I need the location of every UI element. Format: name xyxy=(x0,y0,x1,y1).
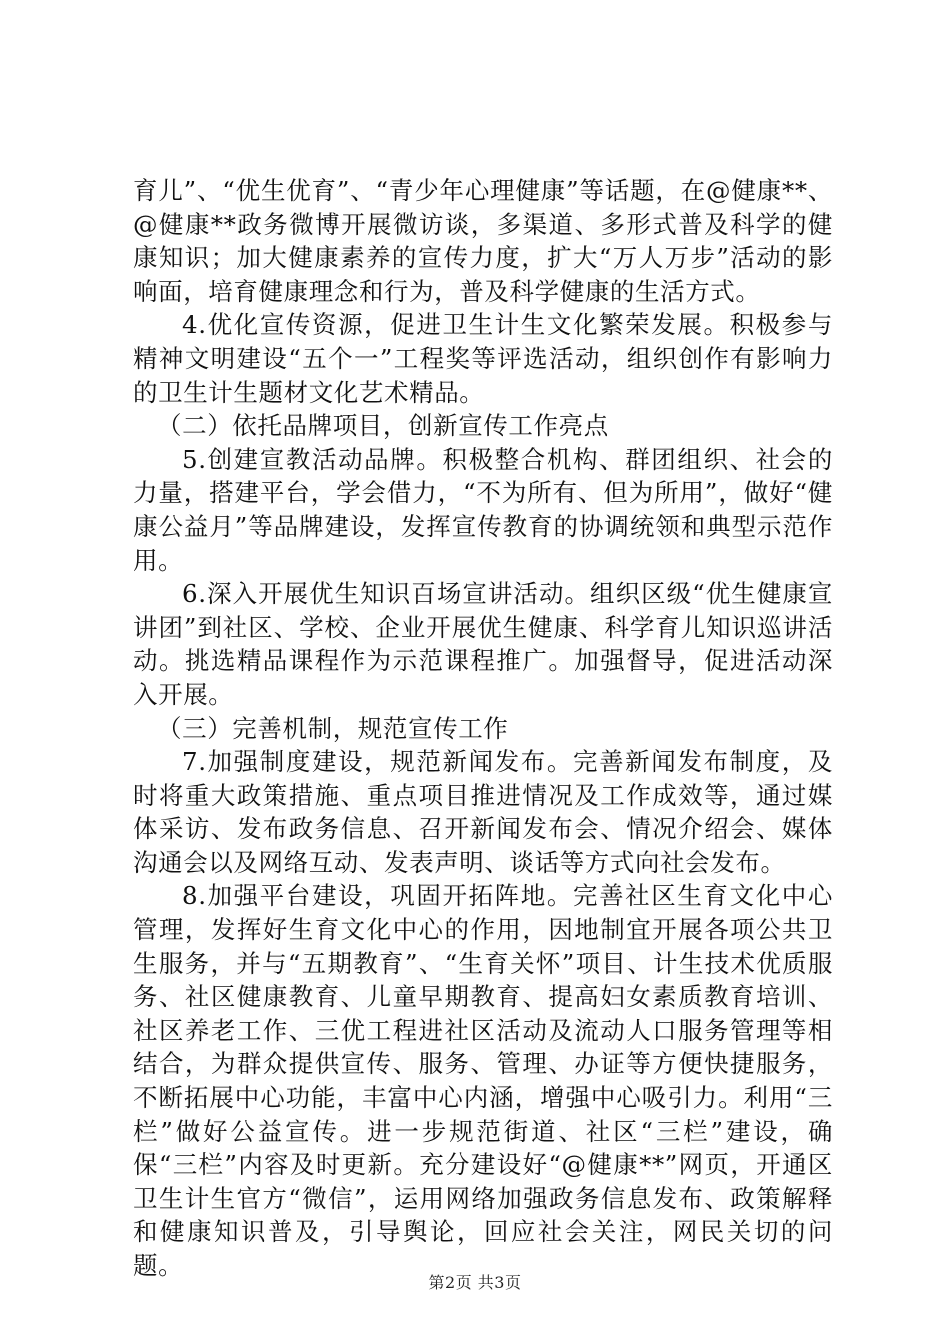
paragraph-continued: 育儿”、“优生优育”、“青少年心理健康”等话题，在@健康**、@健康**政务微博开展微访谈，多渠道、多形式普及科学的健康知识；加大健康素养的宣传力度，扩大“万人万步”活动的影响面，培育健康理念和行为，普及科学健康的生活方式。 xyxy=(133,176,833,306)
paragraph-item-6: 6.深入开展优生知识百场宣讲活动。组织区级“优生健康宣讲团”到社区、学校、企业开展优生健康、科学育儿知识巡讲活动。挑选精品课程作为示范课程推广。加强督导，促进活动深入开展。 xyxy=(133,579,833,709)
paragraph-item-5: 5.创建宣教活动品牌。积极整合机构、群团组织、社会的力量，搭建平台，学会借力，“不为所有、但为所用”，做好“健康公益月”等品牌建设，发挥宣传教育的协调统领和典型示范作用。 xyxy=(133,444,833,575)
document-body xyxy=(133,174,833,1283)
paragraph-item-8: 8.加强平台建设，巩固开拓阵地。完善社区生育文化中心管理，发挥好生育文化中心的作用，因地制宜开展各项公共卫生服务，并与“五期教育”、“生育关怀”项目、计生技术优质服务、社区健康教育、儿童早期教育、提高妇女素质教育培训、社区养老工作、三优工程进社区活动及流动人口服务管理等相结合，为群众提供宣传、服务、管理、办证等方便快捷服务，不断拓展中心功能，丰富中心内涵，增强中心吸引力。利用“三栏”做好公益宣传。进一步规范街道、社区“三栏”建设，确保“三栏”内容及时更新。充分建设好“@健康**”网页，开通区卫生计生官方“微信”，运用网络加强政务信息发布、政策解释和健康知识普及，引导舆论，回应社会关注，网民关切的问题。 xyxy=(133,881,833,1280)
section-heading-2: （二）依托品牌项目，创新宣传工作亮点 xyxy=(157,411,609,441)
page-number-footer: 第2页 共3页 xyxy=(428,1273,522,1292)
paragraph-item-4: 4.优化宣传资源，促进卫生计生文化繁荣发展。积极参与精神文明建设“五个一”工程奖等评选活动，组织创作有影响力的卫生计生题材文化艺术精品。 xyxy=(133,310,833,407)
paragraph-item-7: 7.加强制度建设，规范新闻发布。完善新闻发布制度，及时将重大政策措施、重点项目推进情况及工作成效等，通过媒体采访、发布政务信息、召开新闻发布会、情况介绍会、媒体沟通会以及网络互动、发表声明、谈话等方式向社会发布。 xyxy=(133,747,833,877)
section-heading-3: （三）完善机制，规范宣传工作 xyxy=(157,713,509,743)
